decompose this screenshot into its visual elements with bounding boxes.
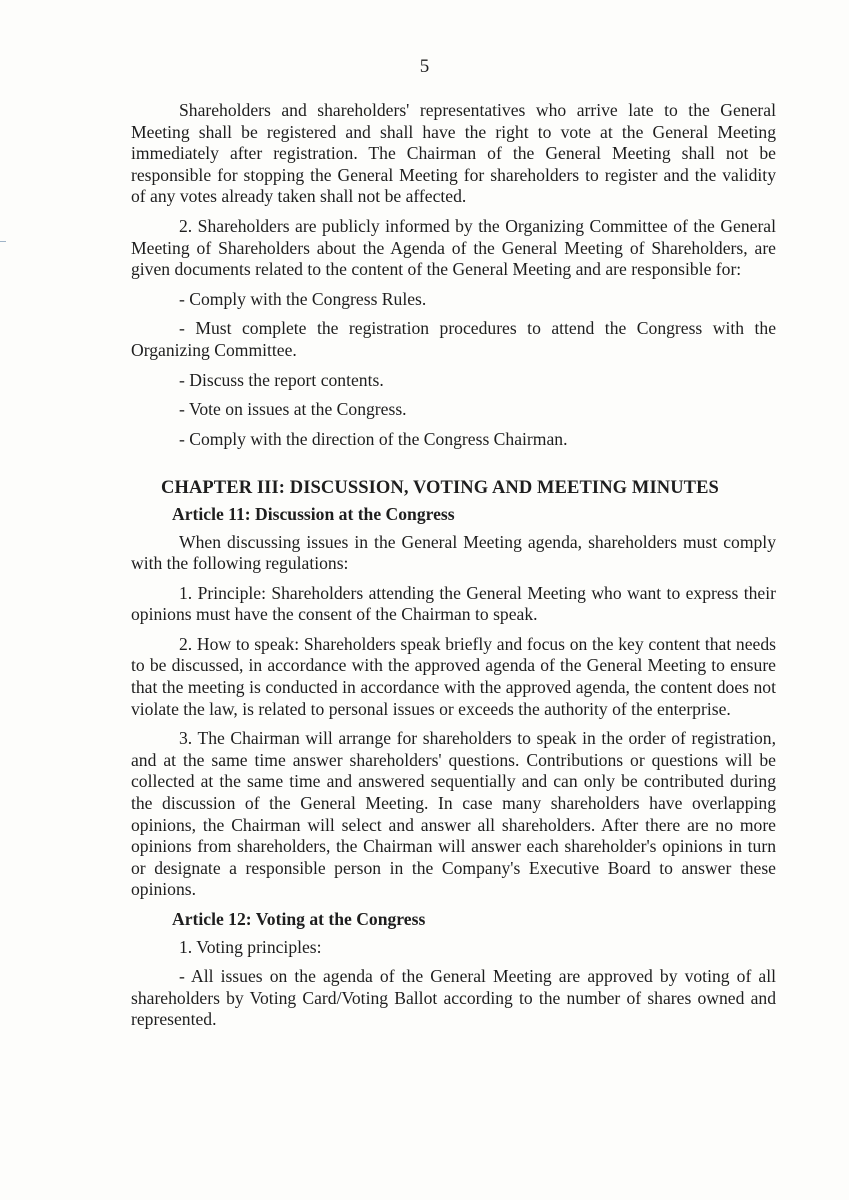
- article-11-item-1: 1. Principle: Shareholders attending the General Meeting who want to express their opinions must have the consent of the Chairman to speak.: [131, 582, 776, 625]
- article-11-heading: Article 11: Discussion at the Congress: [172, 503, 455, 524]
- paragraph-shareholder-info: 2. Shareholders are publicly informed by the Organizing Committee of the General Meeting of Shareholders about the Agenda of the General Meeting of Shareholders, are given documents related to the content of the General Meeting and are responsible for:: [131, 215, 776, 280]
- page-number: 5: [419, 56, 430, 77]
- responsibility-item: - Comply with the direction of the Congress Chairman.: [179, 428, 568, 449]
- article-11-item-2: 2. How to speak: Shareholders speak briefly and focus on the key content that needs to be discussed, in accordance with the approved agenda of the General Meeting to ensure that the meeting is conducted in accordance with the approved agenda, the content does not violate the law, is related to personal issues or exceeds the authority of the enterprise.: [131, 633, 776, 719]
- article-11-intro: When discussing issues in the General Meeting agenda, shareholders must comply with the following regulations:: [131, 531, 776, 574]
- article-11-item-3: 3. The Chairman will arrange for shareholders to speak in the order of registration, and at the same time answer shareholders' questions. Contributions or questions will be collected at the same time and answered sequentially and can only be contributed during the discussion of the General Meeting. In case many shareholders have overlapping opinions, the Chairman will select and answer all shareholders. After there are no more opinions from shareholders, the Chairman will answer each shareholder's opinions in turn or designate a responsible person in the Company's Executive Board to answer these opinions.: [131, 728, 776, 900]
- margin-mark: [0, 241, 6, 242]
- article-12-item-1: 1. Voting principles:: [179, 936, 322, 957]
- responsibility-item: - Discuss the report contents.: [179, 369, 384, 390]
- section-spacer: [131, 458, 776, 478]
- responsibility-item: - Vote on issues at the Congress.: [179, 399, 407, 420]
- chapter-heading: CHAPTER III: DISCUSSION, VOTING AND MEETING MINUTES: [161, 478, 719, 499]
- article-12-item-1-detail: - All issues on the agenda of the General Meeting are approved by voting of all shareholders by Voting Card/Voting Ballot according to the number of shares owned and represented.: [131, 966, 776, 1030]
- responsibility-item: - Comply with the Congress Rules.: [179, 288, 427, 309]
- page-content: [131, 100, 776, 1039]
- paragraph-late-registration: Shareholders and shareholders' representatives who arrive late to the General Meeting shall be registered and shall have the right to vote at the General Meeting immediately after registration. The Chairman of the General Meeting shall not be responsible for stopping the General Meeting for shareholders to register and the validity of any votes already taken shall not be affected.: [131, 100, 776, 207]
- article-12-heading: Article 12: Voting at the Congress: [172, 909, 426, 929]
- responsibility-item: - Must complete the registration procedures to attend the Congress with the Organizing Committee.: [131, 318, 776, 360]
